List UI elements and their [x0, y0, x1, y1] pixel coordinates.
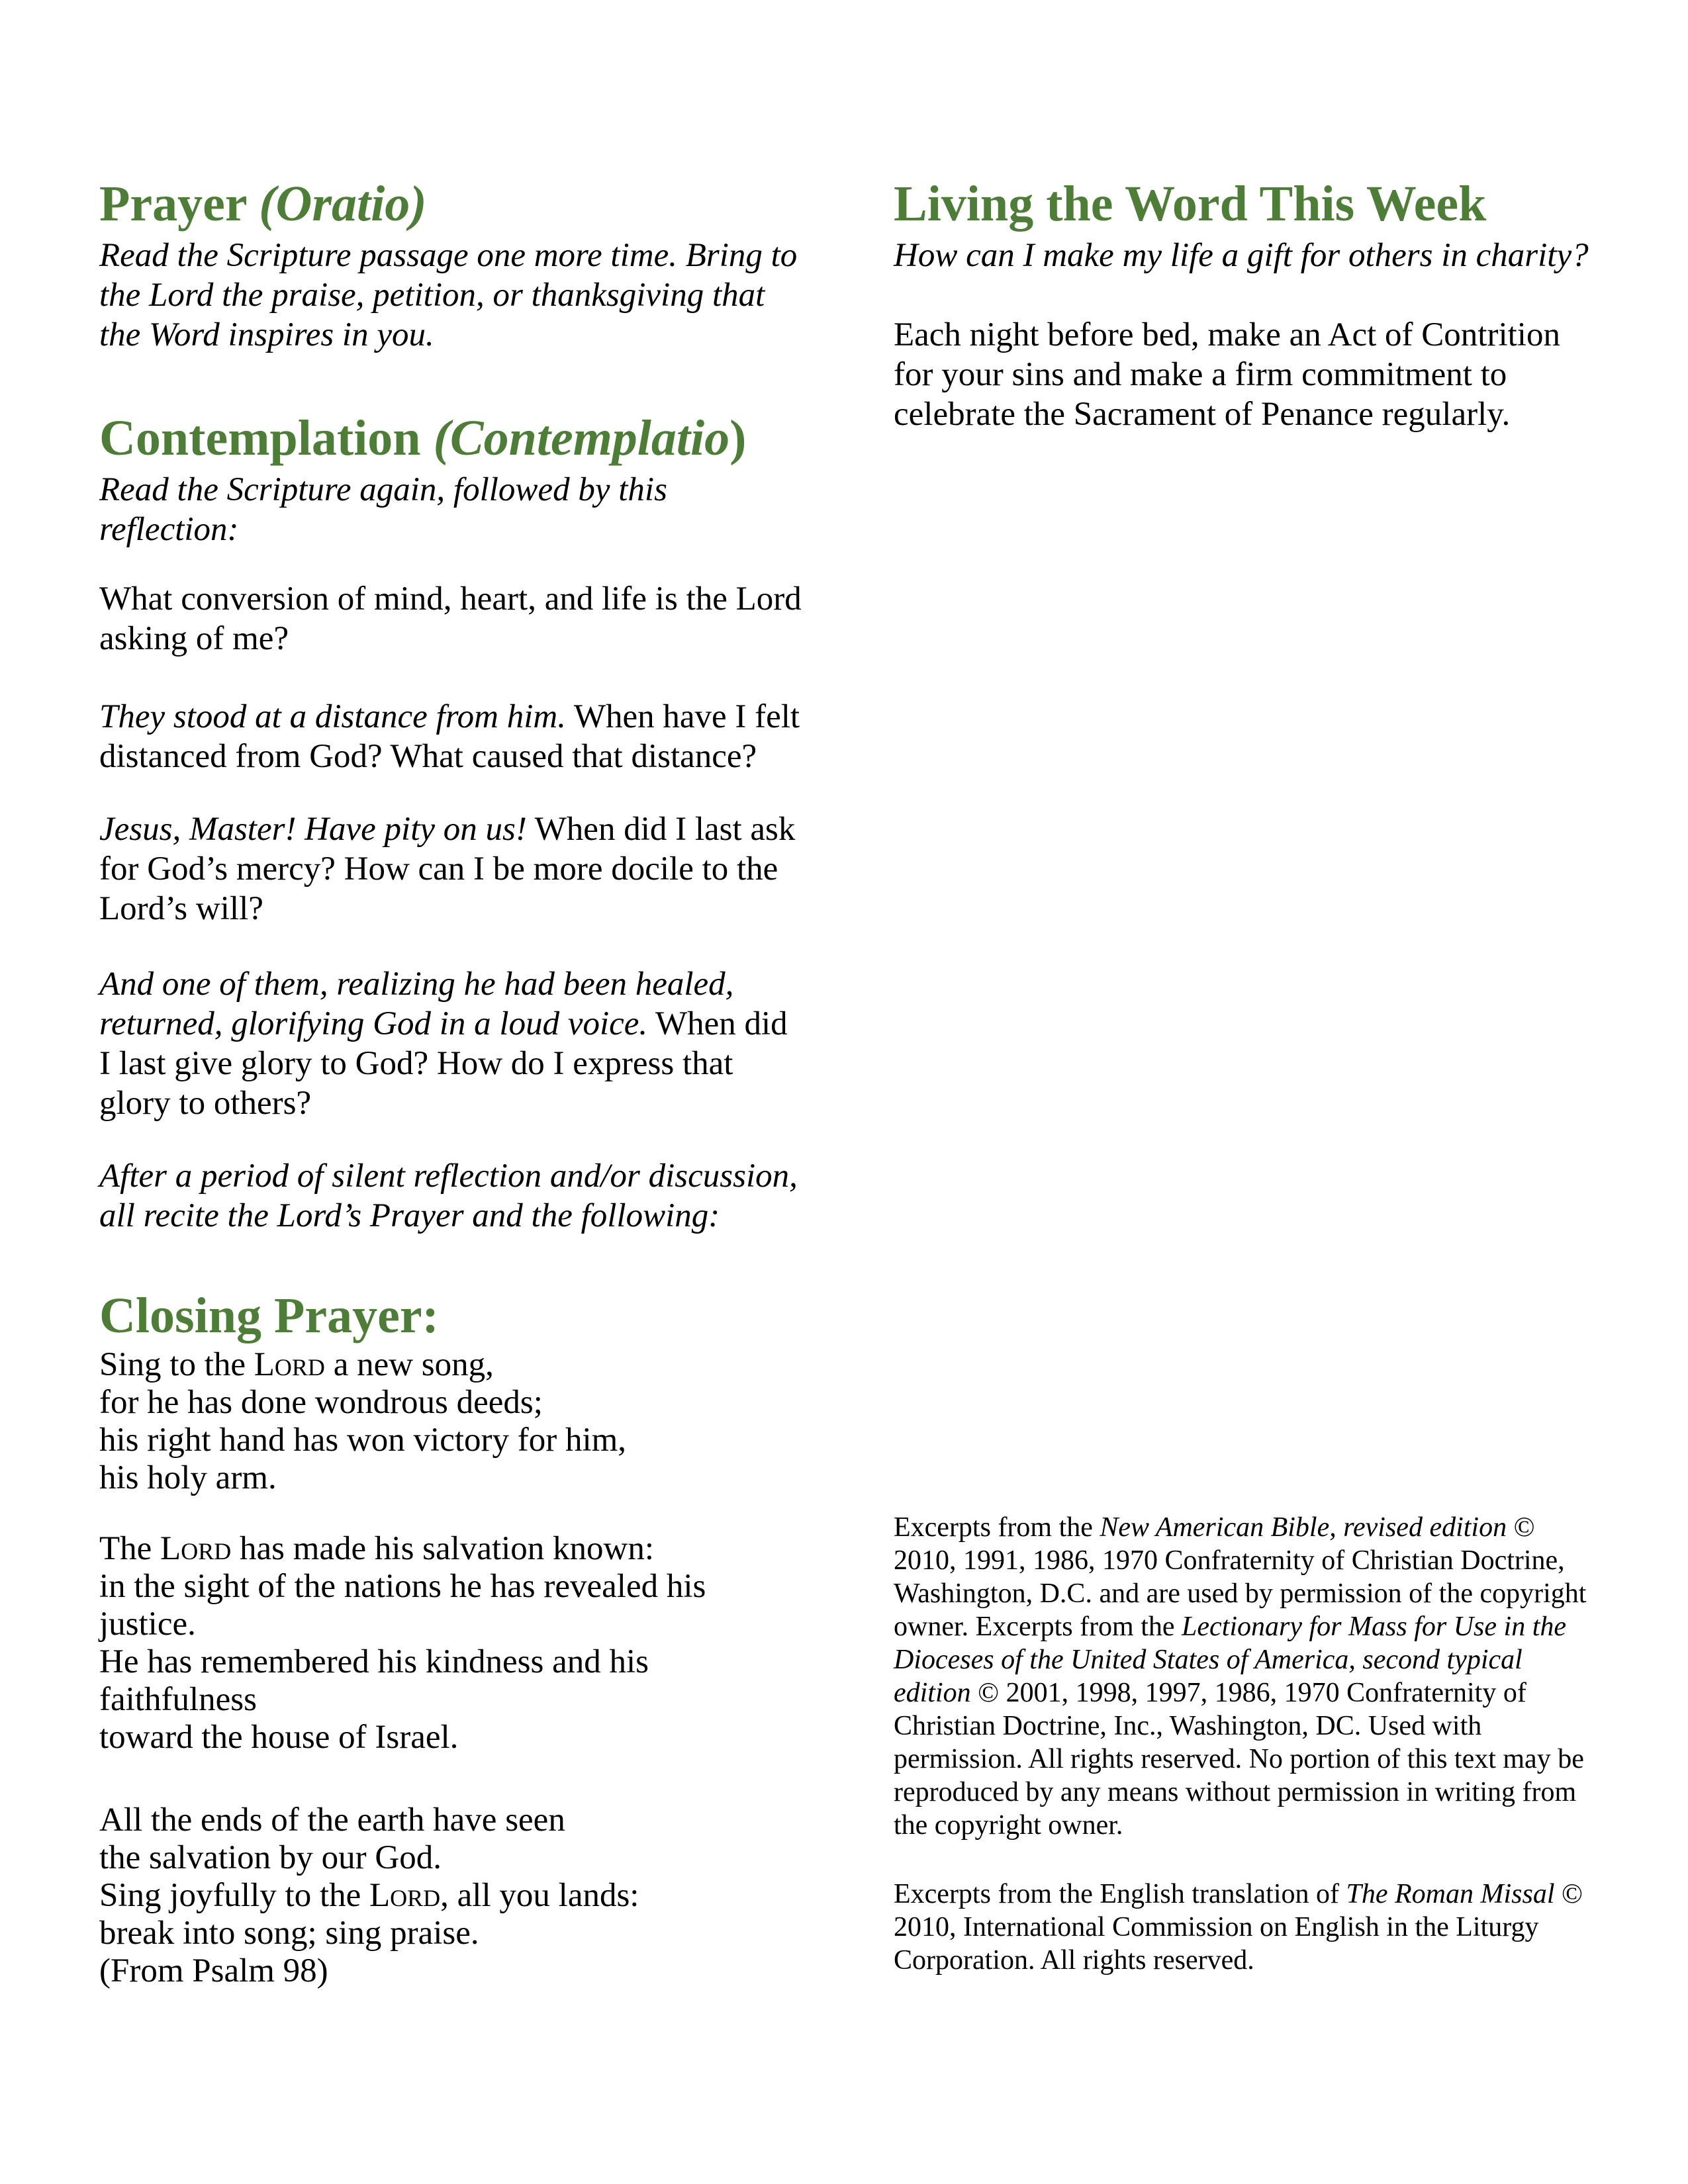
text-segment: Lord	[254, 1346, 325, 1383]
living-the-word-subtitle	[894, 236, 1648, 275]
copyright-nab-text	[894, 1511, 1648, 1842]
text-segment: What conversion of mind, heart, and life is the Lord	[99, 580, 802, 617]
text-segment: faithfulness	[99, 1681, 257, 1718]
text-segment: his right hand has won victory for him,	[99, 1422, 627, 1459]
copyright-missal-text	[894, 1878, 1648, 1977]
living-the-word-body	[894, 315, 1648, 434]
text-segment: I last give glory to God? How do I express that	[99, 1045, 733, 1082]
right-column	[894, 176, 1648, 1977]
text-segment: How can I make my life a gift for others in charity?	[894, 237, 1589, 274]
text-segment: The Roman Missal	[1346, 1879, 1555, 1909]
text-segment: reflection:	[99, 511, 239, 548]
left-column	[99, 176, 844, 1990]
reflection-question-4	[99, 964, 844, 1123]
text-segment: 2010, International Commission on English in the Liturgy	[894, 1912, 1539, 1942]
text-segment: Jesus, Master! Have pity on us!	[99, 811, 527, 848]
text-segment: (From Psalm 98)	[99, 1952, 328, 1989]
living-the-word-heading	[894, 176, 1648, 232]
text-segment: the copyright owner.	[894, 1810, 1123, 1841]
text-segment: permission. All rights reserved. No portion of this text may be	[894, 1744, 1584, 1774]
text-segment: break into song; sing praise.	[99, 1915, 479, 1952]
text-segment: He has remembered his kindness and his	[99, 1643, 649, 1680]
text-segment: (Oratio)	[259, 176, 427, 232]
text-segment: Lord	[160, 1530, 232, 1567]
text-segment: asking of me?	[99, 620, 289, 657]
text-segment: When have I felt	[566, 698, 800, 735]
text-segment: When did I last ask	[526, 811, 796, 848]
text-segment: celebrate the Sacrament of Penance regularly.	[894, 396, 1511, 433]
text-segment: Each night before bed, make an Act of Contrition	[894, 316, 1560, 353]
text-segment: They stood at a distance from him.	[99, 698, 566, 735]
text-segment: Washington, D.C. and are used by permission of the copyright	[894, 1578, 1587, 1609]
contemplation-intro-text	[99, 470, 844, 549]
text-segment: has made his salvation known:	[231, 1530, 655, 1567]
text-segment: (Contemplatio	[433, 410, 730, 466]
text-segment: returned, glorifying God in a loud voice.	[99, 1005, 648, 1042]
text-segment: 2010, 1991, 1986, 1970 Confraternity of Christian Doctrine,	[894, 1545, 1565, 1576]
prayer-intro-text	[99, 236, 844, 355]
prayer-heading	[99, 176, 844, 232]
text-segment: All the ends of the earth have seen	[99, 1801, 565, 1839]
reflection-question-2	[99, 697, 844, 776]
text-segment: Lectionary for Mass for Use in the	[1182, 1612, 1567, 1642]
text-segment: in the sight of the nations he has revealed his	[99, 1568, 706, 1605]
contemplation-heading	[99, 410, 844, 466]
text-segment: And one of them, realizing he had been healed,	[99, 966, 734, 1003]
text-segment: Sing joyfully to the	[99, 1877, 369, 1914]
psalm-stanza-2	[99, 1530, 844, 1756]
text-segment: for God’s mercy? How can I be more docile to the	[99, 850, 778, 887]
text-segment: Christian Doctrine, Inc., Washington, DC. Used with	[894, 1711, 1482, 1741]
text-segment: edition	[894, 1678, 971, 1708]
text-segment: New American Bible, revised edition	[1100, 1512, 1507, 1543]
reflection-question-3	[99, 809, 844, 929]
text-segment: his holy arm.	[99, 1459, 277, 1496]
reflection-question-1	[99, 579, 844, 659]
text-segment: glory to others?	[99, 1085, 312, 1122]
text-segment: Living the Word This Week	[894, 176, 1487, 232]
text-segment: Excerpts from the	[894, 1512, 1100, 1543]
text-segment: a new song,	[324, 1346, 494, 1383]
text-segment: all recite the Lord’s Prayer and the following:	[99, 1197, 720, 1234]
text-segment: Sing to the	[99, 1346, 254, 1383]
text-segment: ©	[1554, 1879, 1583, 1909]
text-segment: © 2001, 1998, 1997, 1986, 1970 Confraternity of	[970, 1678, 1526, 1708]
text-segment: ©	[1507, 1512, 1535, 1543]
text-segment: the Word inspires in you.	[99, 316, 434, 353]
text-segment: )	[729, 410, 747, 466]
text-segment: When did	[647, 1005, 788, 1042]
recite-instruction-text	[99, 1156, 844, 1236]
text-segment: After a period of silent reflection and/or discussion,	[99, 1158, 798, 1195]
text-segment: for he has done wondrous deeds;	[99, 1384, 543, 1421]
text-segment: Dioceses of the United States of America, second typical	[894, 1645, 1523, 1675]
text-segment: distanced from God? What caused that distance?	[99, 738, 757, 775]
text-segment: reproduced by any means without permission in writing from	[894, 1777, 1577, 1807]
text-segment: , all you lands:	[440, 1877, 639, 1914]
text-segment: toward the house of Israel.	[99, 1719, 459, 1756]
text-segment: the Lord the praise, petition, or thanksgiving that	[99, 277, 765, 314]
text-segment: Corporation. All rights reserved.	[894, 1945, 1254, 1976]
text-segment: the salvation by our God.	[99, 1839, 442, 1876]
text-segment: Prayer	[99, 176, 259, 232]
closing-prayer-heading	[99, 1288, 844, 1343]
text-segment: Contemplation	[99, 410, 434, 466]
text-segment: Closing Prayer:	[99, 1288, 439, 1343]
psalm-stanza-3	[99, 1801, 844, 1990]
text-segment: Lord’s will?	[99, 890, 263, 927]
text-segment: justice.	[99, 1606, 196, 1643]
text-segment: Lord	[369, 1877, 441, 1914]
psalm-stanza-1	[99, 1346, 844, 1497]
text-segment: Read the Scripture again, followed by this	[99, 471, 667, 508]
text-segment: Read the Scripture passage one more time. Bring to	[99, 237, 798, 274]
text-segment: owner. Excerpts from the	[894, 1612, 1182, 1642]
text-segment: Excerpts from the English translation of	[894, 1879, 1346, 1909]
text-segment: The	[99, 1530, 161, 1567]
text-segment: for your sins and make a firm commitment to	[894, 356, 1507, 393]
